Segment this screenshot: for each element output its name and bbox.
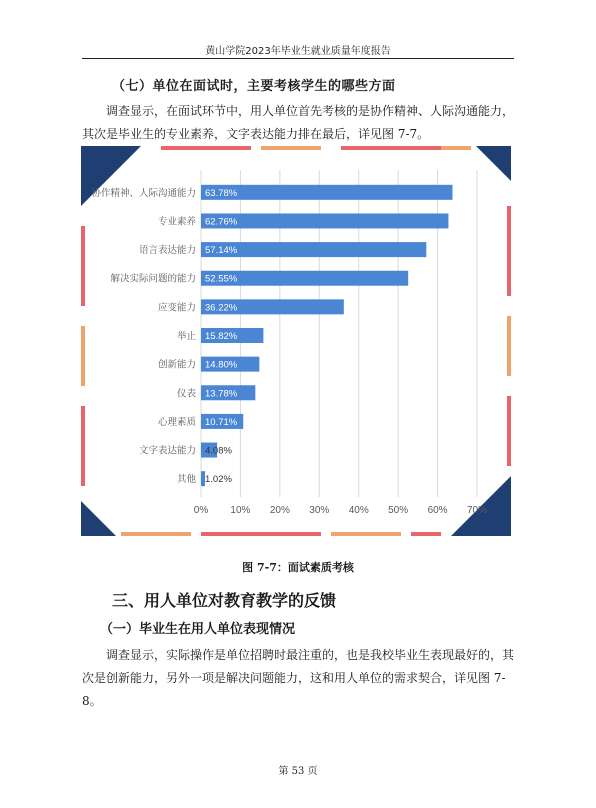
x-tick-label: 50% — [388, 505, 409, 516]
data-label: 62.76% — [205, 216, 238, 228]
data-label: 13.78% — [205, 388, 238, 400]
chart-bars — [201, 185, 452, 486]
data-label: 63.78% — [205, 187, 238, 199]
data-label: 52.55% — [205, 273, 238, 285]
category-label: 协作精神、人际沟通能力 — [91, 187, 196, 199]
page-header: 黄山学院2023年毕业生就业质量年度报告 — [205, 46, 391, 57]
category-label: 举止 — [176, 331, 196, 342]
category-label: 文字表达能力 — [138, 445, 196, 457]
bar — [201, 213, 448, 228]
chart-category-labels — [91, 187, 196, 485]
data-label: 36.22% — [205, 302, 238, 314]
bar-chart — [81, 146, 511, 536]
x-tick-label: 0% — [193, 505, 209, 516]
category-label: 解决实际问题的能力 — [110, 273, 196, 285]
subsection-heading: （一）毕业生在用人单位表现情况 — [100, 622, 296, 637]
figure-caption: 图 7-7：面试素质考核 — [242, 561, 354, 574]
x-tick-label: 20% — [269, 505, 290, 516]
category-label: 仪表 — [176, 388, 196, 400]
data-label: 57.14% — [205, 245, 238, 257]
category-label: 应变能力 — [157, 302, 196, 314]
data-label: 14.80% — [205, 359, 238, 371]
category-label: 心理素质 — [157, 416, 196, 428]
category-label: 创新能力 — [157, 359, 196, 371]
data-label: 10.71% — [205, 416, 238, 428]
bar — [201, 185, 452, 200]
x-tick-label: 70% — [466, 505, 488, 516]
data-label: 4.08% — [205, 445, 232, 457]
page-number: 第 53 页 — [278, 766, 318, 777]
x-tick-label: 30% — [309, 505, 330, 516]
body-paragraph: 调查显示，在面试环节中，用人单位首先考核的是协作精神、人际沟通能力，其次是毕业生的专业素养，文字表达能力排在最后，详见图 7-7。 — [82, 104, 515, 141]
data-label: 15.82% — [205, 331, 238, 342]
category-label: 语言表达能力 — [138, 245, 196, 257]
data-label: 1.02% — [205, 474, 232, 486]
header-divider — [82, 58, 514, 59]
chart-figure — [81, 146, 511, 536]
x-tick-label: 40% — [348, 505, 369, 516]
body-paragraph-2: 调查显示，实际操作是单位招聘时最注重的，也是我校毕业生表现最好的，其次是创新能力，另外一项是解决问题能力，这和用人单位的需求契合，详见图 7-8。 — [82, 648, 515, 708]
x-tick-label: 60% — [427, 505, 448, 516]
x-tick-label: 10% — [230, 505, 251, 516]
category-label: 专业素养 — [157, 216, 196, 228]
section-heading: （七）单位在面试时，主要考核学生的哪些方面 — [112, 79, 396, 94]
decorative-frame — [81, 146, 511, 536]
chart-x-tick-labels — [194, 505, 487, 516]
section-heading-3: 三、用人单位对教育教学的反馈 — [112, 591, 337, 610]
category-label: 其他 — [176, 474, 196, 486]
